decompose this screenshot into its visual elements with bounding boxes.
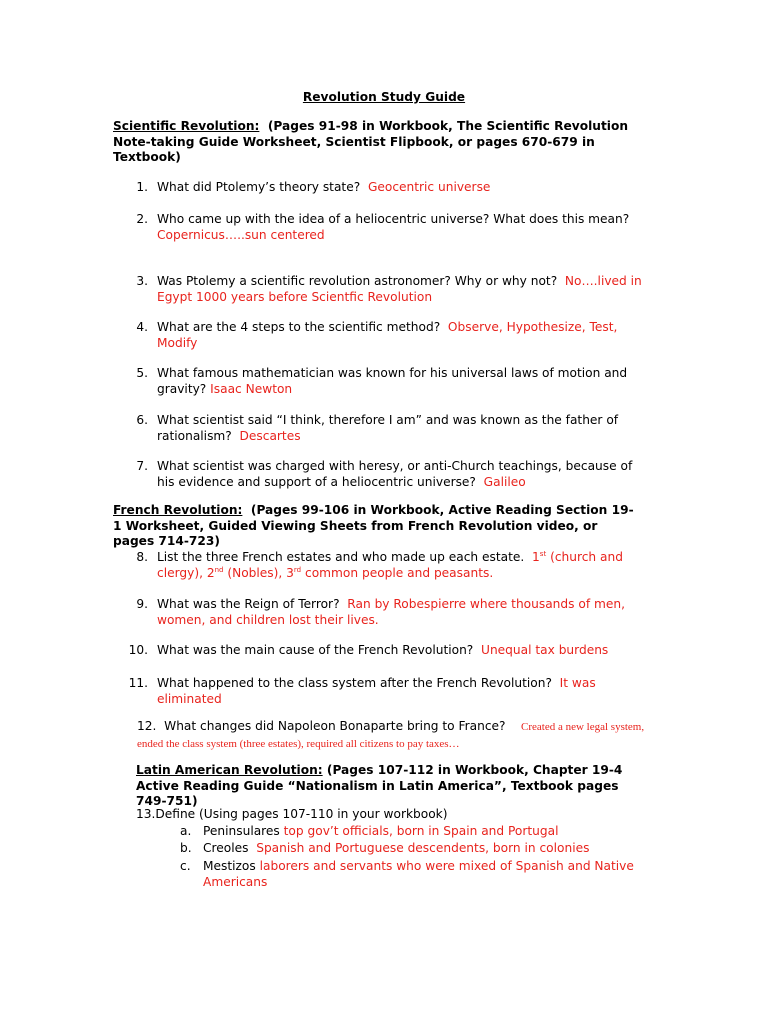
section-subtitle-line: Active Reading Guide “Nationalism in Latin America”, Textbook pages — [136, 778, 619, 793]
question-number: 6. — [136, 413, 148, 427]
answer-text: Descartes — [239, 428, 301, 443]
answer-text: Isaac Newton — [210, 381, 293, 396]
answer-text: Unequal tax burdens — [481, 643, 609, 657]
question-number: 7. — [136, 459, 148, 473]
question-text: Who came up with the idea of a heliocentric universe? What does this mean? — [157, 212, 630, 226]
section-subtitle-line: Note-taking Guide Worksheet, Scientist Flipbook, or pages 670-679 in — [113, 134, 595, 149]
question-text: What changes did Napoleon Bonaparte bring to France? — [164, 719, 506, 733]
question-number: 8. — [136, 550, 148, 564]
question-text: Define (Using pages 107-110 in your workbook) — [155, 807, 448, 821]
answer-text: No….lived in Egypt 1000 years before Scientfic Revolution — [157, 274, 642, 304]
answer-text: 1st (church and clergy), 2nd (Nobles), 3rd common people and peasants. — [157, 550, 623, 580]
term: Creoles — [203, 841, 249, 855]
answer-text: Created a new legal system, ended the class system (three estates), required all citizens to pay taxes… — [137, 721, 645, 750]
section-subtitle-line: (Pages 99-106 in Workbook, Active Reading Section 19- — [242, 503, 634, 517]
question-number: 11. — [128, 676, 148, 690]
question-item — [110, 180, 650, 196]
answer-text: Galileo — [483, 474, 526, 489]
question-text: List the three French estates and who made up each estate. — [157, 550, 525, 564]
section-heading-scientific — [113, 119, 673, 166]
item-letter: c. — [180, 859, 191, 873]
question-item — [110, 597, 650, 628]
question-item — [110, 320, 650, 351]
section-heading-french — [113, 503, 673, 550]
question-number: 10. — [128, 643, 148, 657]
answer-text: laborers and servants who were mixed of Spanish and Native Americans — [203, 859, 634, 889]
answer-text: Copernicus…..sun centered — [157, 227, 325, 242]
question-number: 3. — [136, 274, 148, 288]
question-text: What are the 4 steps to the scientific method? — [157, 320, 441, 334]
question-item — [110, 676, 650, 707]
question-item — [136, 807, 656, 823]
term: Mestizos — [203, 859, 256, 873]
question-text: What was the main cause of the French Revolution? — [157, 643, 474, 657]
question-text: What scientist said “I think, therefore I am” and was known as the father of rationalism? — [157, 413, 619, 443]
section-subtitle-line: pages 714-723) — [113, 534, 220, 548]
section-subtitle-line: 1 Worksheet, Guided Viewing Sheets from French Revolution video, or — [113, 518, 598, 533]
definition-item — [180, 859, 650, 890]
answer-text: Ran by Robespierre where thousands of men, women, and children lost their lives. — [157, 597, 625, 627]
item-letter: b. — [180, 841, 192, 855]
section-subtitle-line: (Pages 107-112 in Workbook, Chapter 19-4 — [322, 763, 623, 777]
question-text: What scientist was charged with heresy, or anti-Church teachings, because of his evidence and support of a heliocentric universe? — [157, 459, 633, 489]
question-number: 2. — [136, 212, 148, 226]
answer-text: Geocentric universe — [367, 180, 491, 194]
section-title: Latin American Revolution: — [136, 763, 323, 777]
question-item — [110, 413, 650, 444]
question-item — [137, 719, 657, 752]
section-title: French Revolution: — [113, 503, 243, 517]
definition-item — [180, 841, 650, 857]
item-letter: a. — [180, 824, 192, 838]
question-item — [110, 274, 650, 305]
question-text: What famous mathematician was known for his universal laws of motion and gravity? — [157, 366, 628, 396]
answer-text: Spanish and Portuguese descendents, born in colonies — [256, 841, 590, 855]
question-item — [110, 643, 650, 659]
question-item — [110, 459, 650, 490]
term: Peninsulares — [203, 824, 280, 838]
answer-text: top gov’t officials, born in Spain and Portugal — [283, 824, 559, 838]
definition-item — [180, 824, 650, 840]
section-subtitle-line: 749-751) — [136, 794, 198, 808]
question-number: 4. — [136, 320, 148, 334]
answer-text: It was eliminated — [157, 676, 596, 706]
question-number: 1. — [136, 180, 148, 194]
section-title: Scientific Revolution: — [113, 119, 260, 133]
section-subtitle-line: (Pages 91-98 in Workbook, The Scientific Revolution — [259, 119, 629, 133]
question-item — [110, 550, 650, 581]
question-item — [110, 212, 650, 243]
question-text: What was the Reign of Terror? — [157, 597, 340, 611]
question-item — [110, 366, 650, 397]
question-text: What did Ptolemy’s theory state? — [157, 180, 361, 194]
question-number: 13. — [136, 807, 156, 821]
question-number: 12. — [137, 719, 157, 733]
answer-text: Observe, Hypothesize, Test, Modify — [157, 320, 618, 350]
section-heading-latin-american — [136, 763, 676, 810]
question-text: Was Ptolemy a scientific revolution astronomer? Why or why not? — [157, 274, 558, 288]
question-number: 9. — [136, 597, 148, 611]
section-subtitle-line: Textbook) — [113, 150, 181, 164]
page-title: Revolution Study Guide — [302, 90, 466, 104]
question-text: What happened to the class system after the French Revolution? — [157, 676, 552, 690]
question-number: 5. — [136, 366, 148, 380]
